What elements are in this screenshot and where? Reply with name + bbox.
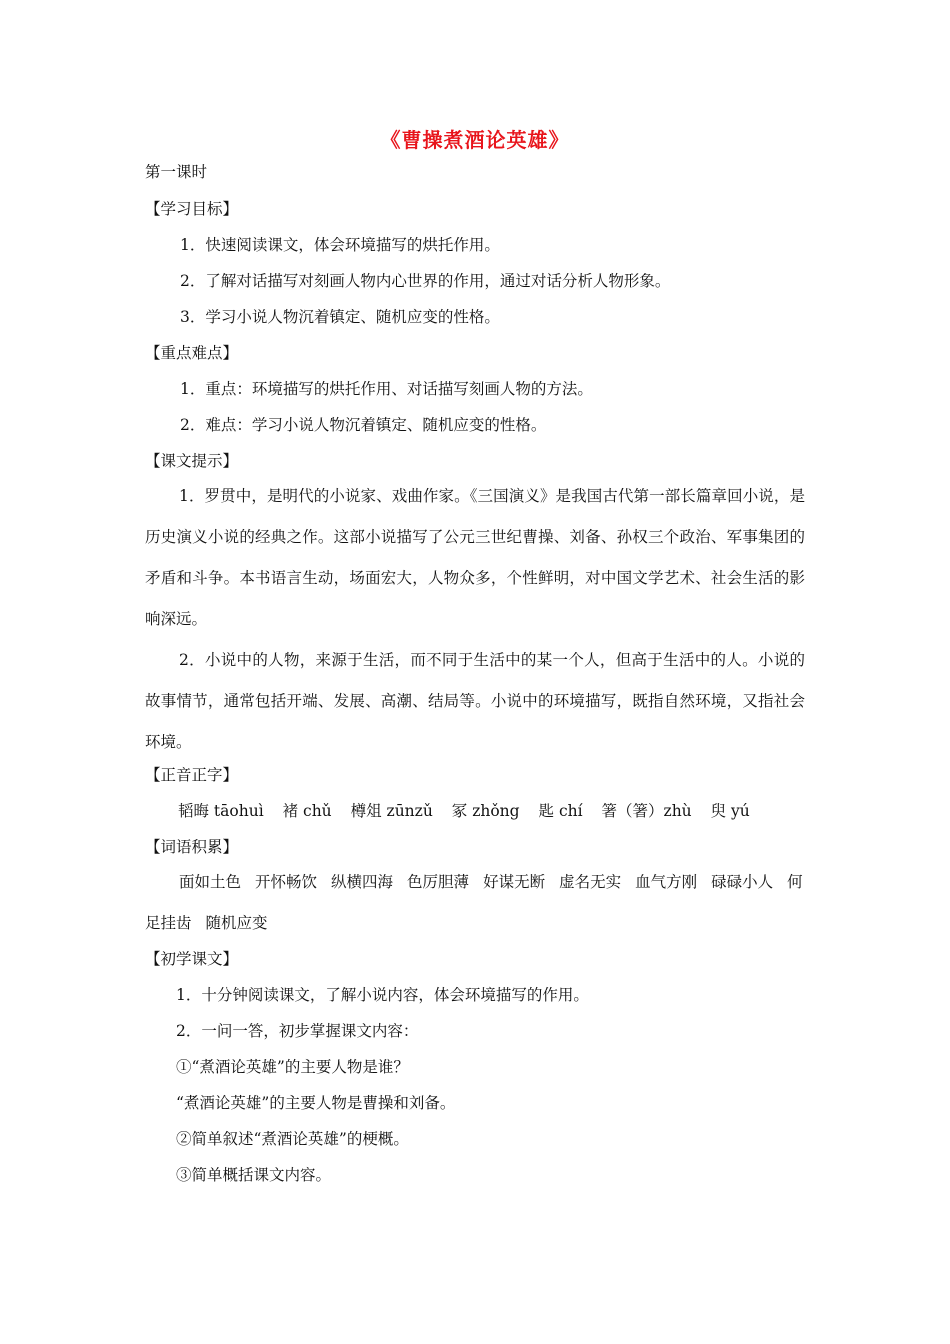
- first-read-item: ③简单概括课文内容。: [176, 1166, 332, 1184]
- pronunciation-item: 匙 chí: [538, 802, 583, 820]
- goal-item: 3．学习小说人物沉着镇定、随机应变的性格。: [180, 308, 500, 326]
- lesson-label: 第一课时: [145, 163, 208, 181]
- first-read-item: “煮酒论英雄”的主要人物是曹操和刘备。: [176, 1094, 456, 1112]
- pronunciation-item: 箸（箸）zhù: [601, 802, 692, 820]
- vocabulary-item: 碌碌小人: [711, 873, 774, 891]
- vocabulary-list: [145, 862, 805, 944]
- key-point-item: 2．难点：学习小说人物沉着镇定、随机应变的性格。: [180, 416, 547, 434]
- first-read-heading: 【初学课文】: [145, 950, 239, 968]
- vocabulary-item: 好谋无断: [483, 873, 546, 891]
- vocabulary-item: 色厉胆薄: [407, 873, 470, 891]
- goal-item: 2．了解对话描写对刻画人物内心世界的作用，通过对话分析人物形象。: [180, 272, 671, 290]
- vocabulary-heading: 【词语积累】: [145, 838, 239, 856]
- hints-heading: 【课文提示】: [145, 452, 239, 470]
- vocabulary-item: 开怀畅饮: [255, 873, 318, 891]
- vocabulary-item: 面如土色: [179, 873, 242, 891]
- first-read-item: ②简单叙述“煮酒论英雄”的梗概。: [176, 1130, 409, 1148]
- vocabulary-item: 何足挂齿: [145, 873, 803, 932]
- key-points-heading: 【重点难点】: [145, 344, 239, 362]
- first-read-item: 1．十分钟阅读课文，了解小说内容，体会环境描写的作用。: [176, 986, 589, 1004]
- first-read-item: 2．一问一答，初步掌握课文内容：: [176, 1022, 419, 1040]
- hint-paragraph: 1．罗贯中，是明代的小说家、戏曲作家。《三国演义》是我国古代第一部长篇章回小说，是历史演义小说的经典之作。这部小说描写了公元三世纪曹操、刘备、孙权三个政治、军事集团的矛盾和斗争。本书语言生动，场面宏大，人物众多，个性鲜明，对中国文学艺术、社会生活的影响深远。: [145, 487, 805, 628]
- vocabulary-item: 随机应变: [205, 914, 268, 932]
- pronunciation-item: 樽俎 zūnzǔ: [350, 802, 433, 820]
- vocabulary-item: 虚名无实: [559, 873, 622, 891]
- vocabulary-item: 纵横四海: [331, 873, 394, 891]
- pronunciation-item: 褚 chǔ: [282, 802, 332, 820]
- page-title: 《曹操煮酒论英雄》: [380, 128, 570, 152]
- pronunciation-item: 韬晦 tāohuì: [178, 802, 264, 820]
- hint-paragraph: 2．小说中的人物，来源于生活，而不同于生活中的某一个人，但高于生活中的人。小说的故事情节，通常包括开端、发展、高潮、结局等。小说中的环境描写，既指自然环境，又指社会环境。: [145, 651, 805, 751]
- pronunciation-heading: 【正音正字】: [145, 766, 239, 784]
- goal-item: 1．快速阅读课文，体会环境描写的烘托作用。: [180, 236, 500, 254]
- pronunciation-list: [178, 800, 764, 822]
- pronunciation-item: 臾 yú: [710, 802, 750, 820]
- first-read-item: ①“煮酒论英雄”的主要人物是谁？: [176, 1058, 409, 1076]
- goals-heading: 【学习目标】: [145, 200, 239, 218]
- key-point-item: 1．重点：环境描写的烘托作用、对话描写刻画人物的方法。: [180, 380, 593, 398]
- pronunciation-item: 冢 zhǒng: [451, 802, 520, 820]
- vocabulary-item: 血气方刚: [635, 873, 698, 891]
